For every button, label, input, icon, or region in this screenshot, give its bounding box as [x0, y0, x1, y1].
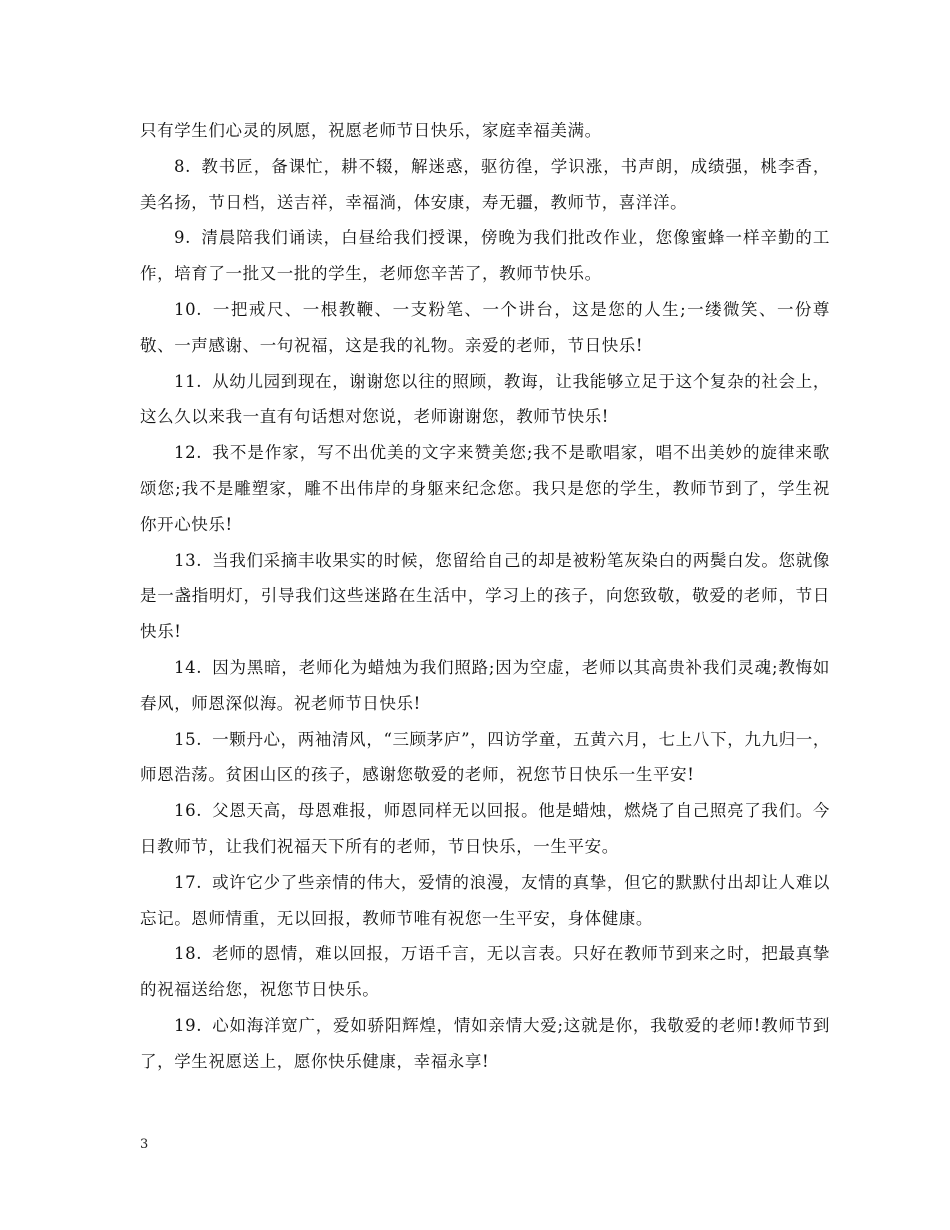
paragraph-text: 当我们采摘丰收果实的时候，您留给自己的却是被粉笔灰染白的两鬓白发。您就像是一盏指明灯，引导我们这些迷路在生活中，学习上的孩子，向您致敬，敬爱的老师，节日快乐!	[140, 550, 830, 642]
paragraph-item-19	[140, 1008, 830, 1080]
paragraph-item-11	[140, 364, 830, 436]
paragraph-item-8	[140, 149, 830, 221]
paragraph-text: 教书匠，备课忙，耕不辍，解迷惑，驱彷徨，学识涨，书声朗，成绩强，桃李香，美名扬，节日档，送吉祥，幸福淌，体安康，寿无疆，教师节，喜洋洋。	[140, 156, 830, 212]
paragraph-text: 父恩天高，母恩难报，师恩同样无以回报。他是蜡烛，燃烧了自己照亮了我们。今日教师节，让我们祝福天下所有的老师，节日快乐，一生平安。	[140, 801, 830, 856]
item-number: 11.	[174, 371, 203, 391]
paragraph-text: 我不是作家，写不出优美的文字来赞美您;我不是歌唱家，唱不出美妙的旋律来歌颂您;我不是雕塑家，雕不出伟岸的身躯来纪念您。我只是您的学生，教师节到了，学生祝你开心快乐!	[140, 443, 830, 534]
paragraph-item-13	[140, 543, 830, 650]
item-number: 10.	[174, 299, 203, 319]
paragraph-text: 一颗丹心，两袖清风，“三顾茅庐”，四访学童，五黄六月，七上八下，九九归一，师恩浩荡。贫困山区的孩子，感谢您敬爱的老师，祝您节日快乐一生平安!	[140, 729, 830, 785]
paragraph-item-16	[140, 793, 830, 865]
paragraph-text: 心如海洋宽广，爱如骄阳辉煌，情如亲情大爱;这就是你，我敬爱的老师!教师节到了，学生祝愿送上，愿你快乐健康，幸福永享!	[140, 1015, 830, 1071]
paragraph-item-14	[140, 650, 830, 722]
item-number: 19.	[174, 1015, 203, 1035]
paragraph-item-9	[140, 220, 830, 292]
paragraph-item-10	[140, 292, 830, 364]
paragraph-item-18	[140, 936, 830, 1008]
item-number: 17.	[174, 872, 203, 892]
paragraph-item-12	[140, 435, 830, 542]
paragraph-text: 一把戒尺、一根教鞭、一支粉笔、一个讲台，这是您的人生;一缕微笑、一份尊敬、一声感谢、一句祝福，这是我的礼物。亲爱的老师，节日快乐!	[140, 299, 830, 355]
document-body	[140, 113, 830, 1080]
item-number: 12.	[174, 443, 203, 463]
item-number: 16.	[174, 801, 203, 821]
paragraph-item-15	[140, 722, 830, 794]
paragraph-text: 从幼儿园到现在，谢谢您以往的照顾，教诲，让我能够立足于这个复杂的社会上，这么久以来我一直有句话想对您说，老师谢谢您，教师节快乐!	[140, 371, 830, 427]
item-number: 9.	[174, 228, 191, 248]
item-number: 13.	[174, 550, 203, 570]
paragraph-text: 因为黑暗，老师化为蜡烛为我们照路;因为空虚，老师以其高贵补我们灵魂;教悔如春风，师恩深似海。祝老师节日快乐!	[140, 657, 830, 713]
paragraph-text: 或许它少了些亲情的伟大，爱情的浪漫，友情的真挚，但它的默默付出却让人难以忘记。恩师情重，无以回报，教师节唯有祝您一生平安，身体健康。	[140, 872, 830, 928]
item-number: 18.	[174, 944, 203, 964]
item-number: 14.	[174, 657, 203, 677]
paragraph-text: 老师的恩情，难以回报，万语千言，无以言表。只好在教师节到来之时，把最真挚的祝福送给您，祝您节日快乐。	[140, 944, 830, 1000]
paragraph-continued	[140, 113, 830, 149]
paragraph-item-17	[140, 865, 830, 937]
paragraph-text: 只有学生们心灵的夙愿，祝愿老师节日快乐，家庭幸福美满。	[140, 121, 602, 140]
paragraph-text: 清晨陪我们诵读，白昼给我们授课，傍晚为我们批改作业，您像蜜蜂一样辛勤的工作，培育了一批又一批的学生，老师您辛苦了，教师节快乐。	[140, 228, 830, 284]
item-number: 15.	[174, 729, 203, 749]
page-number: 3	[140, 1137, 149, 1152]
item-number: 8.	[174, 156, 191, 176]
